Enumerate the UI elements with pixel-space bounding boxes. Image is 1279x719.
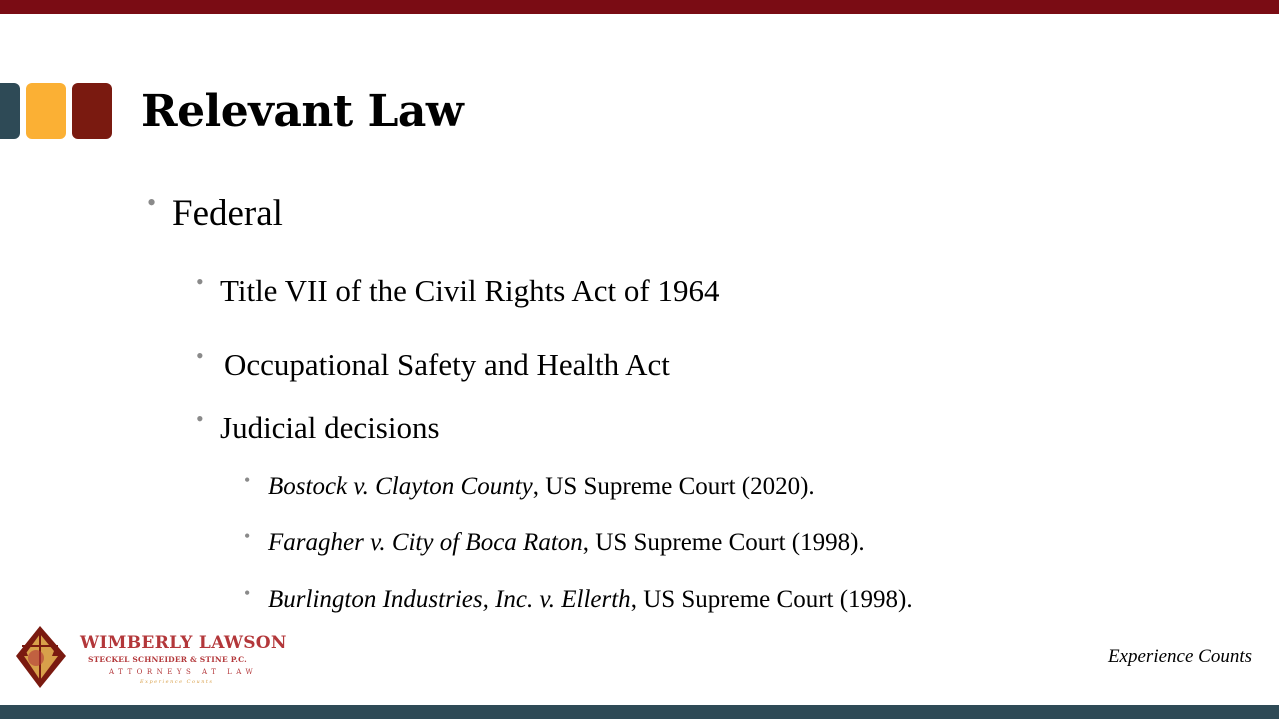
case-court: , US Supreme Court (2020). [532,473,815,500]
bullet-judicial [196,406,440,446]
footer-tagline: Experience Counts [1107,646,1252,667]
bullet-dot: • [196,343,204,368]
bullet-dot: • [244,583,251,603]
firm-attorneys: ATTORNEYS AT LAW [109,668,258,676]
case-court: , US Supreme Court (1998). [630,586,913,613]
case-burlington [244,583,913,614]
case-faragher [244,526,865,557]
bullet-dot: • [244,526,251,546]
bullet-text: Federal [172,193,283,234]
bullet-text: Title VII of the Civil Rights Act of 1964 [220,273,720,308]
bullet-title-vii [196,269,720,309]
top-accent-bar [0,0,1279,14]
bullet-text: Occupational Safety and Health Act [224,347,670,382]
slide-title: Relevant Law [141,86,464,137]
case-bostock [244,470,815,501]
bullet-dot: • [196,406,204,431]
firm-partners: STECKEL SCHNEIDER & STINE P.C. [88,655,247,664]
case-name: Faragher v. City of Boca Raton [268,529,583,556]
case-name: Burlington Industries, Inc. v. Ellerth [268,586,631,613]
teal-block [0,83,20,139]
maroon-block [72,83,112,139]
gold-block [26,83,66,139]
bullet-dot: • [244,470,251,490]
firm-name: WIMBERLY LAWSON [80,633,287,653]
bullet-federal [147,188,283,235]
bullet-dot: • [147,188,157,217]
bottom-accent-bar [0,705,1279,719]
bullet-text: Judicial decisions [220,410,440,445]
case-court: , US Supreme Court (1998). [582,529,865,556]
bullet-osha [196,343,670,383]
firm-tagline: Experience Counts [140,679,214,685]
bullet-dot: • [196,269,204,294]
case-name: Bostock v. Clayton County [268,473,533,500]
